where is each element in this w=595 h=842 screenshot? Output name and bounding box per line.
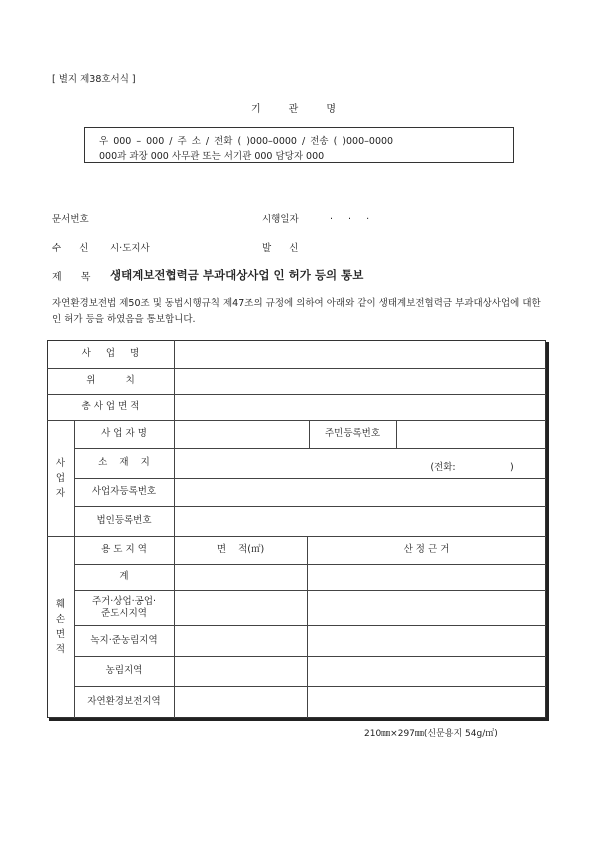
address-label: 소 재 지 [98,457,150,468]
doc-number-label: 문서번호 [52,214,89,225]
basis-header: 산 정 근 거 [403,544,450,555]
business-name-label: 사 업 명 [81,348,140,359]
subject-text: 생태계보전협력금 부과대상사업 인 허가 등의 통보 [110,268,364,282]
business-reg-number-label: 사업자등록번호 [91,486,157,497]
operator-group-label: 사 업 자 [55,457,66,499]
recipient-value: 시·도지사 [110,243,150,254]
zone-row-agri: 농림지역 [105,665,143,676]
total-area-label: 총 사 업 면 적 [81,401,140,412]
form-number-label: [ 별지 제38호서식 ] [52,74,136,85]
resident-number-label: 주민등록번호 [324,428,381,439]
phone-field: (전화: ) [430,462,514,473]
zone-row-nature: 자연환경보전지역 [87,696,161,707]
zone-row-green: 녹지·준농림지역 [90,634,158,646]
recipient-label: 수 신 [52,243,89,254]
area-header: 면 적(㎡) [216,544,265,555]
corp-reg-number-label: 법인등록번호 [96,515,152,526]
date-value: . . . [330,211,376,222]
sender-label: 발 신 [262,243,299,254]
address-line-2: 000과 과장 000 사무관 또는 서기관 000 담당자 000 [99,151,325,162]
zone-row-total: 계 [119,571,129,582]
zone-row-urban: 주거·상업·공업· 준도시지역 [91,595,157,619]
subject-label: 제 목 [52,272,91,283]
organization-name: 기관명 [251,104,364,115]
notification-table [47,340,548,720]
zone-header: 용 도 지 역 [101,544,147,555]
damage-area-group-label: 훼 손 면 적 [55,599,66,655]
address-box [84,127,514,163]
address-line-1: 우 000 – 000 / 주 소 / 전화 ( )000–0000 / 전송 ( )000–0000 [99,136,394,147]
notice-body: 자연환경보전법 제50조 및 동법시행규칙 제47조의 규정에 의하여 아래와 같이 생태계보전협력금 부과대상사업에 대한 인 허가 등을 하였음을 통보합니다. [52,298,541,325]
date-label: 시행일자 [262,214,299,225]
location-label: 위 치 [86,375,135,386]
operator-name-label: 사 업 자 명 [101,428,147,439]
paper-spec: 210㎜×297㎜(신문용지 54g/㎡) [364,729,498,739]
